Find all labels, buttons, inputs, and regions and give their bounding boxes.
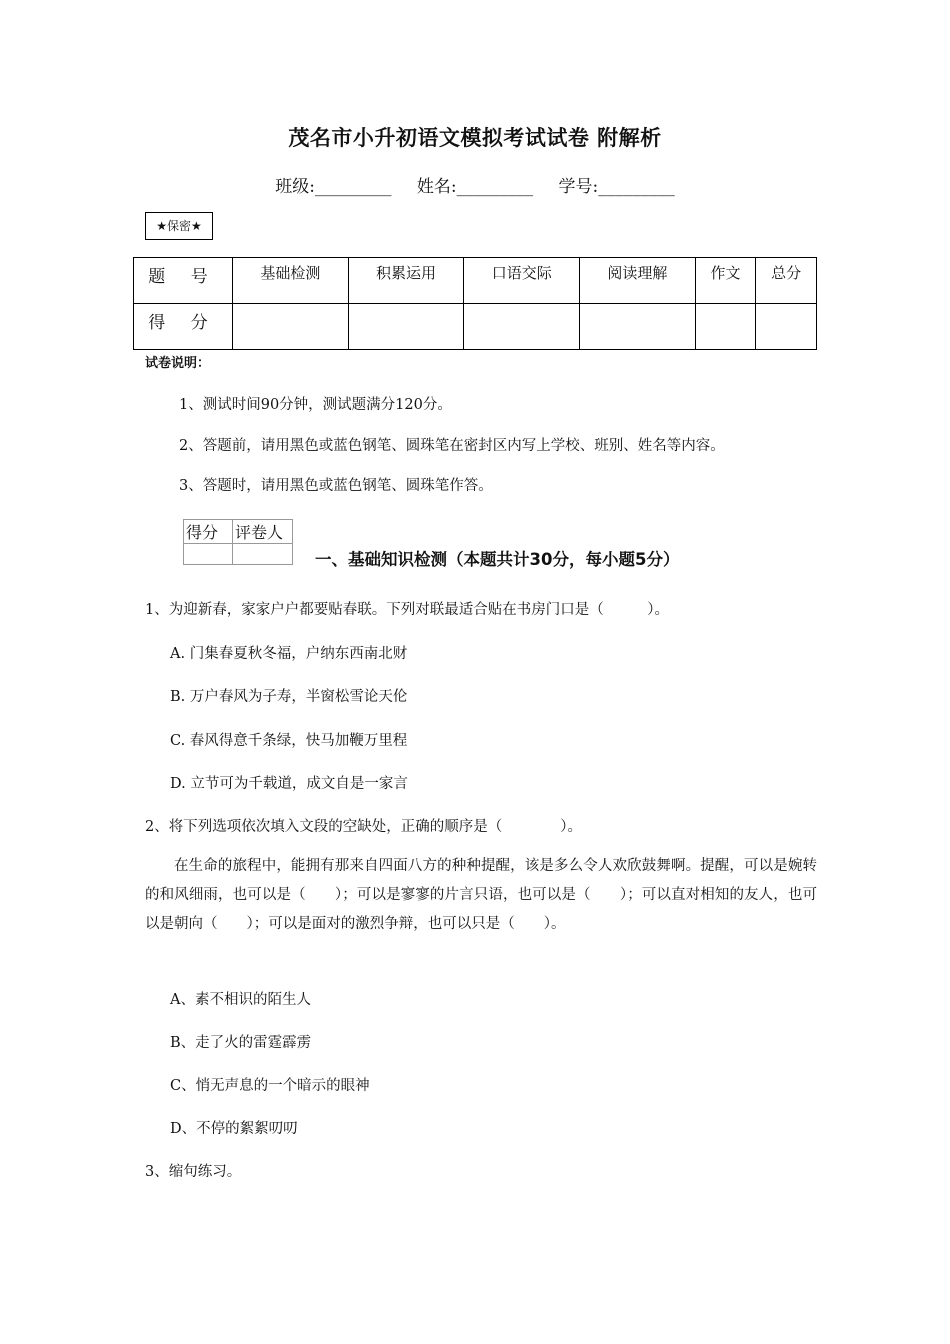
score-table-col-accumulation: 积累运用 — [348, 258, 464, 304]
score-table-score-header: 得 分 — [134, 304, 233, 350]
grader-score-label: 得分 — [184, 520, 233, 544]
student-id-field[interactable]: 学号:_________ — [558, 177, 675, 197]
question-2-passage: 在生命的旅程中，能拥有那来自四面八方的种种提醒，该是多么令人欢欣鼓舞啊。提醒，可以是婉转的和风细雨，也可以是（ ）；可以是寥寥的片言只语，也可以是（ ）；可以直对相知的友人，也可以是朝向（ ）；可以是面对的激烈争辩，也可以只是（ ）。 — [145, 858, 817, 932]
score-table-col-reading: 阅读理解 — [580, 258, 696, 304]
instruction-item: 2、答题前，请用黑色或蓝色钢笔、圆珠笔在密封区内写上学校、班别、姓名等内容。 — [179, 438, 725, 454]
question-1-option-c: C. 春风得意千条绿，快马加鞭万里程 — [170, 733, 408, 749]
score-cell[interactable] — [464, 304, 580, 350]
question-1-option-d: D. 立节可为千载道，成文自是一家言 — [170, 776, 408, 792]
question-1-option-a: A. 门集春夏秋冬福，户纳东西南北财 — [170, 646, 408, 662]
grader-name-cell[interactable] — [233, 544, 293, 565]
grader-name-label: 评卷人 — [233, 520, 293, 544]
score-table-col-total: 总分 — [756, 258, 817, 304]
score-table-question-header: 题 号 — [134, 258, 233, 304]
confidential-stamp: ★保密★ — [145, 212, 213, 240]
question-2-option-d: D、不停的絮絮叨叨 — [170, 1121, 298, 1137]
score-cell[interactable] — [695, 304, 756, 350]
question-3-stem: 3、缩句练习。 — [145, 1164, 242, 1180]
instructions-heading: 试卷说明： — [145, 356, 211, 371]
instruction-item: 1、测试时间90分钟，测试题满分120分。 — [179, 397, 452, 413]
student-info — [0, 172, 950, 197]
score-table-col-basic: 基础检测 — [233, 258, 349, 304]
question-1-stem: 1、为迎新春，家家户户都要贴春联。下列对联最适合贴在书房门口是（ ）。 — [145, 602, 669, 618]
question-2-stem: 2、将下列选项依次填入文段的空缺处，正确的顺序是（ ）。 — [145, 819, 582, 835]
score-cell[interactable] — [580, 304, 696, 350]
class-field[interactable]: 班级:_________ — [275, 177, 392, 197]
question-2-option-b: B、走了火的雷霆霹雳 — [170, 1035, 312, 1051]
question-1-option-b: B. 万户春风为子寿，半窗松雪论天伦 — [170, 689, 408, 705]
grader-box — [183, 519, 293, 565]
score-table-col-oral: 口语交际 — [464, 258, 580, 304]
score-cell[interactable] — [348, 304, 464, 350]
score-cell[interactable] — [756, 304, 817, 350]
score-table — [133, 257, 817, 350]
grader-score-cell[interactable] — [184, 544, 233, 565]
question-2-option-a: A、素不相识的陌生人 — [170, 992, 311, 1008]
name-field[interactable]: 姓名:_________ — [416, 177, 534, 197]
score-cell[interactable] — [233, 304, 349, 350]
instruction-item: 3、答题时，请用黑色或蓝色钢笔、圆珠笔作答。 — [179, 478, 493, 494]
question-2-option-c: C、悄无声息的一个暗示的眼神 — [170, 1078, 370, 1094]
score-table-col-essay: 作文 — [695, 258, 756, 304]
exam-title: 茂名市小升初语文模拟考试试卷 附解析 — [288, 126, 662, 150]
section-title: 一、基础知识检测（本题共计30分，每小题5分） — [315, 550, 680, 569]
